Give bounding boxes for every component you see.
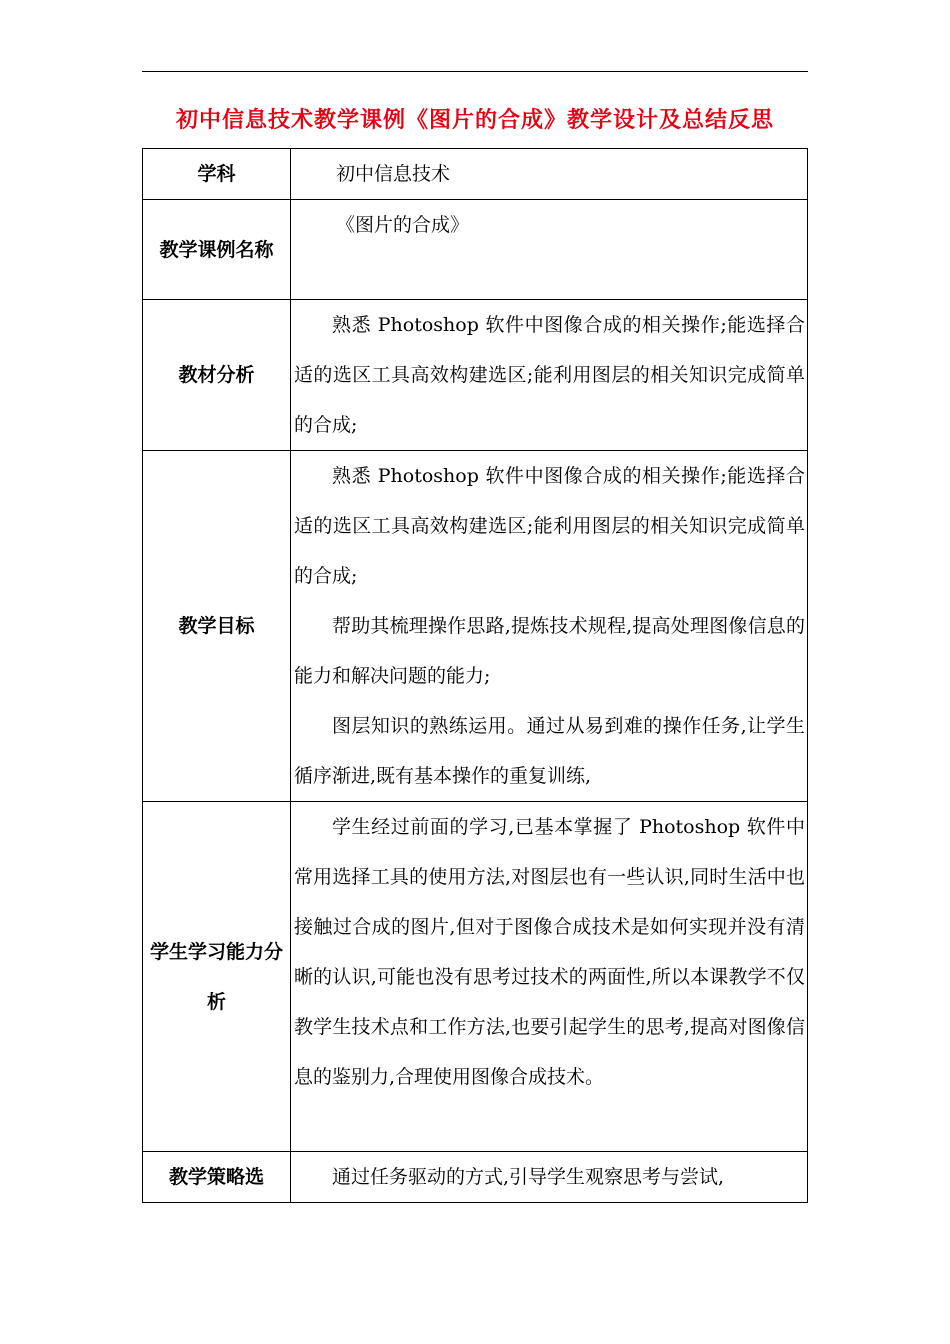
- document-title: 初中信息技术教学课例《图片的合成》教学设计及总结反思: [175, 107, 774, 133]
- row-label-lesson-name: 教学课例名称: [143, 200, 291, 300]
- row-content-subject: [291, 149, 808, 200]
- table-row-teaching-strategy: [143, 1152, 808, 1203]
- row-content-teaching-goals: [291, 451, 808, 802]
- row-label-subject: 学科: [143, 149, 291, 200]
- teaching-goals-paragraph-2: 帮助其梳理操作思路,提炼技术规程,提高处理图像信息的能力和解决问题的能力;: [294, 615, 805, 687]
- row-label-teaching-strategy: 教学策略选: [143, 1152, 291, 1203]
- table-row-teaching-goals: [143, 451, 808, 802]
- row-label-material-analysis: 教材分析: [143, 300, 291, 451]
- teaching-goals-paragraph-1: 熟悉 Photoshop 软件中图像合成的相关操作;能选择合适的选区工具高效构建选区;能利用图层的相关知识完成简单的合成;: [294, 465, 805, 587]
- student-analysis-paragraph: 学生经过前面的学习,已基本掌握了 Photoshop 软件中常用选择工具的使用方法,对图层也有一些认识,同时生活中也接触过合成的图片,但对于图像合成技术是如何实现并没有清晰的认识,可能也没有思考过技术的两面性,所以本课教学不仅教学生技术点和工作方法,也要引起学生的思考,提高对图像信息的鉴别力,合理使用图像合成技术。: [294, 816, 805, 1088]
- table-row-lesson-name: [143, 200, 808, 300]
- row-content-teaching-strategy: [291, 1152, 808, 1203]
- row-content-material-analysis: [291, 300, 808, 451]
- row-label-student-analysis: 学生学习能力分析: [143, 802, 291, 1152]
- row-content-student-analysis: [291, 802, 808, 1152]
- header-rule: [142, 71, 808, 72]
- row-label-teaching-goals: 教学目标: [143, 451, 291, 802]
- teaching-goals-paragraph-3: 图层知识的熟练运用。通过从易到难的操作任务,让学生循序渐进,既有基本操作的重复训练,: [294, 715, 805, 787]
- lesson-name-value: 《图片的合成》: [336, 214, 470, 236]
- teaching-strategy-paragraph: 通过任务驱动的方式,引导学生观察思考与尝试,: [332, 1166, 725, 1188]
- row-content-lesson-name: [291, 200, 808, 300]
- table-row-material-analysis: [143, 300, 808, 451]
- table-row-subject: [143, 149, 808, 200]
- subject-value: 初中信息技术: [336, 163, 451, 185]
- table-row-student-analysis: [143, 802, 808, 1152]
- material-analysis-paragraph: 熟悉 Photoshop 软件中图像合成的相关操作;能选择合适的选区工具高效构建选区;能利用图层的相关知识完成简单的合成;: [294, 314, 805, 436]
- lesson-info-table: [142, 148, 808, 1203]
